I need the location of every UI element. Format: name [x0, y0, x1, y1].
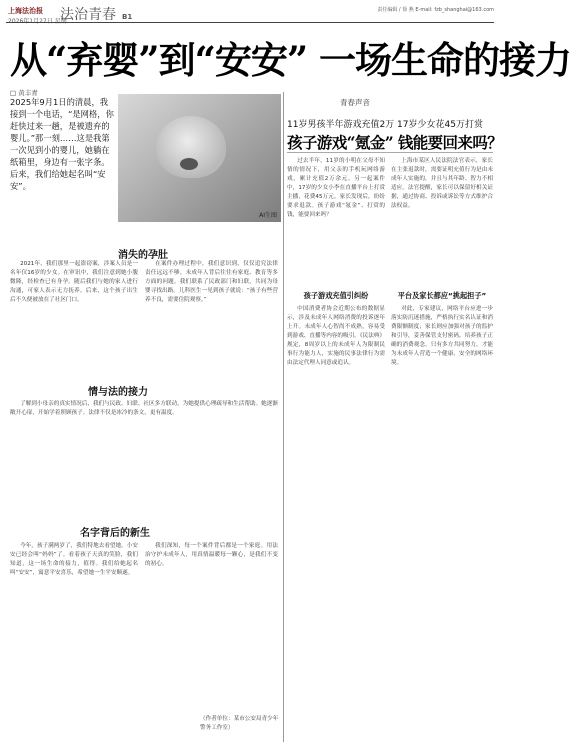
commentary-subhead-responsibility: 平台及家长都应“挑起担子”	[397, 291, 487, 300]
subhead-law-and-love: 情与法的接力	[88, 387, 148, 398]
article-column-5	[145, 542, 278, 707]
editor-info: 责任编辑 / 徐 燕 E-mail: fzb_shanghai@163.com	[377, 7, 494, 13]
main-headline: 从“弃婴”到“安安” 一场生命的接力	[10, 38, 571, 82]
issue-date: 2026年1月27日 星期二	[8, 18, 73, 25]
commentary-column-right	[391, 305, 493, 745]
column-1-text: 2021年，我们那里一起盗窃案，涉案人员是一名年仅16岁的少女。在审讯中，我们注意到她小腹微隆，经检查已有身孕。随后我们与她的家人进行沟通，可家人表示无力抚养。后来，这个孩子出生后不久便被放在了社区门口。	[10, 261, 138, 303]
masthead-rule	[6, 22, 494, 23]
commentary-column-left	[287, 305, 385, 745]
subhead-disappearing-bump: 消失的孕肚	[118, 250, 168, 261]
commentary-intro: 过去半年，11岁的小明在父母不知情的情况下，用父亲的手机玩网络游戏，累计充值2万余元。另一起案件中，17岁的少女小李在直播平台上打赏主播，花费45万元。家长发现后，纷纷要求退款。孩子游戏“氪金”、打赏的钱，能要回来吗？	[287, 158, 385, 218]
newspaper-brand: 上海法治报	[8, 7, 43, 15]
commentary-body-3: 上海市某区人民法院法官表示，家长在主张退款时，需要证明充值行为是由未成年人实施的，并且与其年龄、智力不相适应。法官提醒，家长可以保留好相关证据，通过协商、投诉或诉讼等方式维护合法权益。	[391, 158, 493, 209]
commentary-intro-column	[287, 157, 385, 285]
section-code: B1	[122, 13, 133, 21]
section-title	[60, 4, 132, 24]
byline: □ 黄丰青	[10, 89, 38, 97]
article-column-1	[10, 260, 138, 378]
column-5-text: 我们深知，每一个案件背后都是一个家庭。用法治守护未成年人，用真情温暖每一颗心，是我们不变的初心。	[145, 543, 278, 567]
commentary-headline: 孩子游戏“氪金” 钱能要回来吗？	[287, 133, 503, 152]
article-column-4	[10, 542, 138, 742]
column-3-text: 了解到小母亲的真实情况后，我们与民政、妇联、社区多方联动，为她提供心理疏导和生活帮助。她逐渐敞开心扉，开始学着照顾孩子。法律不仅是冰冷的条文，更有温度。	[10, 401, 278, 416]
author-note: （作者单位：某市公安局青少年警务工作室）	[200, 716, 279, 731]
column-4-text: 今年，孩子满两岁了，我们特地去看望她。小安安已经会叫“妈妈”了。看着孩子天真的笑脸，我们知道，这一场生命的接力，值得。我们给她起名叫“安安”，寓意平安喜乐，希望她一生平安顺遂。	[10, 543, 138, 576]
baby-photo	[118, 94, 281, 222]
commentary-body-1: 中国消费者协会近期公布的数据显示，涉及未成年人网络消费的投诉逐年上升。未成年人心智尚不成熟，容易受到游戏、直播等内容的吸引。《民法典》规定，8周岁以上的未成年人为限制民事行为能力人，实施的民事法律行为需由法定代理人同意或追认。	[287, 306, 385, 366]
column-2-text: 在案件办理过程中，我们意识到，仅仅追究法律责任远远不够。未成年人背后往往有家庭、教育等多方面的问题。我们联系了民政部门和妇联，共同为母婴寻找出路。儿科医生一见到孩子就说：“孩子有些营养不良，需要住院观察。”	[145, 261, 278, 303]
photo-credit: AI生图	[259, 212, 277, 219]
section-name: 法治青春	[60, 7, 116, 23]
commentary-tag: 青春声音	[340, 98, 370, 107]
article-column-2	[145, 260, 278, 378]
baby-mouth	[180, 158, 198, 170]
commentary-rule	[287, 152, 493, 153]
commentary-subhead-dispute: 孩子游戏充值引纠纷	[303, 291, 369, 300]
commentary-column-right-top	[391, 157, 493, 285]
column-divider	[283, 92, 284, 742]
commentary-body-2: 对此，专家建议，网络平台应进一步落实防沉迷措施，严格执行实名认证和消费限额制度；家长则应加强对孩子的监护和引导，妥善保管支付密码，培养孩子正确的消费观念。只有多方共同努力，才能为未成年人营造一个健康、安全的网络环境。	[391, 306, 493, 366]
article-column-3	[10, 400, 278, 508]
commentary-kicker: 11岁男孩半年游戏充值2万 17岁少女花45万打赏	[287, 120, 483, 130]
subhead-new-life-name: 名字背后的新生	[80, 528, 150, 539]
lead-paragraph: 2025年9月1日的清晨，我接到一个电话，“是网格，你赶快过来一趟，是被遗弃的婴儿。”那一刻……这是我第一次见到小的婴儿，她躺在纸箱里，身边有一张字条。后来，我们给她起名叫“安安”。	[10, 97, 114, 192]
